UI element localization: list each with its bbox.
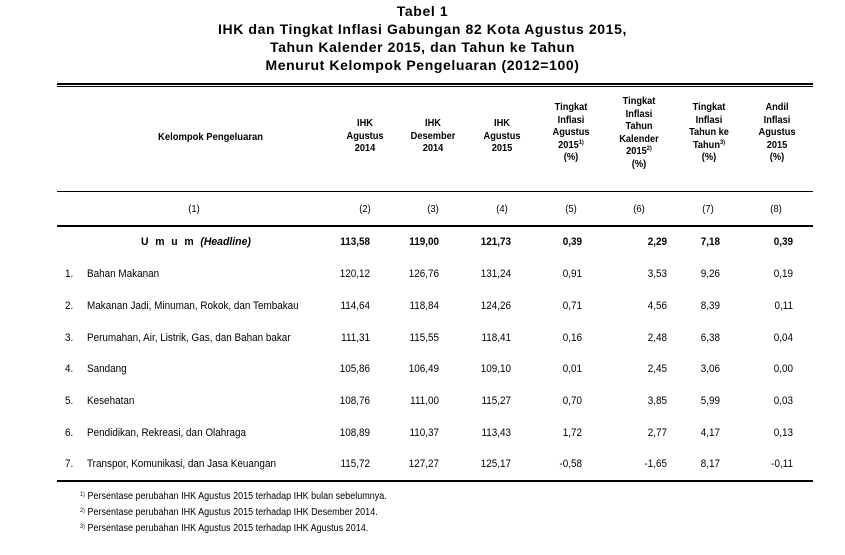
footnote-mark: 1): [578, 138, 584, 146]
cell-value: 8,39: [700, 300, 720, 312]
title-line-3: Tahun Kalender 2015, dan Tahun ke Tahun: [269, 39, 575, 55]
footnote-text: Persentase perubahan IHK Agustus 2015 terhadap IHK bulan sebelumnya.: [87, 491, 387, 502]
footnote-text: Persentase perubahan IHK Agustus 2015 terhadap IHK Agustus 2014.: [87, 523, 369, 534]
header-inflasi-tahun-kalender: [610, 95, 668, 170]
cell-value: 108,89: [339, 427, 370, 439]
cell-value: 110,37: [409, 427, 439, 439]
row-number: 5.: [65, 395, 74, 407]
header-text: Inflasi: [625, 107, 653, 120]
table-bottom-rule: [57, 480, 813, 482]
header-text: Agustus: [346, 129, 384, 142]
row-number: 1.: [65, 268, 74, 280]
column-number: (8): [770, 203, 782, 215]
column-number: (6): [633, 203, 645, 215]
table-top-rule: [57, 83, 813, 85]
column-number: (4): [496, 203, 508, 215]
cell-value: 3,06: [700, 363, 720, 375]
cell-value: 111,00: [410, 395, 439, 407]
header-text: Inflasi: [763, 113, 791, 126]
cell-value: 0,00: [773, 363, 793, 375]
header-text: Tahun: [625, 120, 653, 132]
table-row: [0, 300, 845, 316]
table-row-umum: [0, 236, 845, 252]
row-name: Transpor, Komunikasi, dan Jasa Keuangan: [87, 458, 276, 470]
cell-value: 115,55: [409, 332, 439, 344]
cell-value: 115,27: [481, 395, 511, 407]
umum-label-italic: (Headline): [200, 236, 251, 248]
title-line-4: Menurut Kelompok Pengeluaran (2012=100): [265, 57, 580, 73]
header-text: 2015: [626, 145, 647, 157]
header-text: Inflasi: [695, 113, 723, 126]
header-text: Agustus: [552, 126, 590, 138]
cell-value: 6,38: [700, 332, 720, 344]
cell-value: 2,48: [647, 332, 667, 344]
cell-value: 5,99: [700, 395, 720, 407]
cell-value: 115,72: [340, 458, 370, 470]
row-name: Perumahan, Air, Listrik, Gas, dan Bahan bakar: [87, 332, 291, 344]
cell-value: 1,72: [562, 427, 582, 439]
column-number-divider: [57, 225, 813, 227]
row-name: Pendidikan, Rekreasi, dan Olahraga: [87, 427, 247, 439]
row-number: 6.: [65, 427, 74, 439]
footnote: [80, 491, 387, 502]
header-text: 2015: [766, 138, 788, 151]
row-number: 7.: [65, 458, 74, 470]
cell-value: 0,70: [562, 395, 582, 407]
cell-value: 105,86: [339, 363, 370, 375]
row-name: Bahan Makanan: [87, 268, 160, 280]
cell-value: 8,17: [700, 458, 720, 470]
header-inflasi-tahun-ke-tahun: [678, 101, 740, 164]
title-line-2: IHK dan Tingkat Inflasi Gabungan 82 Kota Agustus 2015,: [218, 21, 627, 37]
cell-value: 118,84: [409, 300, 439, 312]
column-number: (5): [565, 203, 577, 215]
footnote-mark: 1): [80, 492, 85, 498]
cell-value: 127,27: [408, 458, 439, 470]
row-name: Makanan Jadi, Minuman, Rokok, dan Tembakau: [87, 300, 299, 312]
header-text: 2015: [491, 142, 513, 154]
cell-value: 113,43: [481, 427, 511, 439]
header-text: IHK: [357, 117, 373, 129]
header-text: Tahun: [692, 138, 720, 151]
header-text: 2014: [354, 142, 376, 154]
cell-value: 119,00: [409, 236, 439, 248]
header-text: Inflasi: [557, 113, 585, 126]
cell-value: 4,17: [700, 427, 720, 439]
cell-value: 0,71: [562, 300, 582, 312]
cell-value: 3,53: [647, 268, 667, 280]
cell-value: 0,13: [773, 427, 793, 439]
cell-value: 131,24: [480, 268, 511, 280]
cell-value: 0,19: [773, 268, 793, 280]
cell-value: 4,56: [647, 300, 667, 312]
header-text: (%): [631, 157, 647, 170]
cell-value: 126,76: [408, 268, 439, 280]
cell-value: 0,91: [562, 268, 582, 280]
header-text: Tingkat: [554, 101, 588, 113]
row-number: 2.: [65, 300, 74, 312]
footnote: [80, 523, 368, 534]
header-text: Tahun ke: [689, 126, 729, 138]
footnote-mark: 2): [80, 508, 85, 514]
footnote-text: Persentase perubahan IHK Agustus 2015 terhadap IHK Desember 2014.: [87, 507, 378, 518]
cell-value: 0,39: [773, 236, 793, 248]
header-inflasi-agustus-2015: [542, 101, 600, 164]
umum-label: [141, 236, 251, 248]
header-text: Desember: [410, 129, 456, 142]
column-number: (2): [359, 203, 371, 215]
table-title: [0, 2, 845, 74]
header-text: Agustus: [483, 129, 521, 142]
cell-value: -0,11: [771, 458, 793, 470]
cell-value: 125,17: [480, 458, 511, 470]
header-text: Tingkat: [622, 95, 656, 107]
header-text: (%): [563, 151, 579, 163]
cell-value: 0,01: [562, 363, 582, 375]
cell-value: 113,58: [340, 236, 370, 248]
row-name: Kesehatan: [87, 395, 135, 407]
header-text: Kalender: [619, 132, 659, 145]
header-text: 2014: [422, 142, 444, 154]
cell-value: 0,11: [774, 300, 793, 312]
cell-value: 2,45: [647, 363, 667, 375]
cell-value: 109,10: [480, 363, 511, 375]
cell-value: 106,49: [408, 363, 439, 375]
header-ihk-agustus-2015: [476, 117, 527, 155]
cell-value: 124,26: [480, 300, 511, 312]
header-text: (%): [769, 151, 785, 163]
cell-value: 120,12: [339, 268, 370, 280]
header-text: 2015: [558, 138, 579, 151]
row-number: 4.: [65, 363, 74, 375]
header-text: Andil: [765, 101, 789, 113]
column-number: (1): [188, 203, 200, 215]
table-row: [0, 427, 845, 443]
footnote-mark: 2): [646, 145, 652, 152]
table-row: [0, 395, 845, 411]
cell-value: 118,41: [481, 332, 511, 344]
cell-value: 0,16: [562, 332, 582, 344]
table-row: [0, 458, 845, 474]
header-ihk-desember-2014: [405, 117, 461, 155]
cell-value: 0,39: [562, 236, 582, 248]
header-text: IHK: [425, 117, 441, 129]
column-number: (3): [427, 203, 439, 215]
footnote-mark: 3): [719, 138, 726, 146]
cell-value: 121,73: [480, 236, 511, 248]
cell-value: 111,31: [341, 332, 370, 344]
umum-label-prefix: U m u m: [141, 236, 196, 248]
row-number: 3.: [65, 332, 74, 344]
cell-value: -0,58: [559, 458, 582, 470]
footnote: [80, 507, 378, 518]
header-kelompok: Kelompok Pengeluaran: [158, 131, 264, 143]
cell-value: 9,26: [700, 268, 720, 280]
header-andil-inflasi: [750, 101, 805, 164]
table-row: [0, 332, 845, 348]
cell-value: 0,03: [773, 395, 793, 407]
table-row: [0, 268, 845, 284]
header-text: (%): [701, 151, 717, 163]
cell-value: 3,85: [647, 395, 667, 407]
cell-value: 108,76: [339, 395, 370, 407]
title-line-1: Tabel 1: [396, 3, 449, 19]
row-name: Sandang: [87, 363, 127, 375]
cell-value: 0,04: [773, 332, 793, 344]
header-divider: [57, 191, 813, 192]
header-text: Agustus: [758, 126, 796, 138]
cell-value: 2,77: [647, 427, 667, 439]
table-top-rule-inner: [57, 86, 813, 87]
table-row: [0, 363, 845, 379]
footnote-mark: 3): [80, 524, 85, 530]
cell-value: -1,65: [644, 458, 667, 470]
header-text: IHK: [494, 117, 510, 129]
column-number: (7): [702, 203, 714, 215]
cell-value: 2,29: [647, 236, 667, 248]
cell-value: 7,18: [700, 236, 720, 248]
cell-value: 114,64: [340, 300, 370, 312]
header-text: Tingkat: [692, 101, 726, 113]
header-ihk-agustus-2014: [341, 117, 389, 155]
